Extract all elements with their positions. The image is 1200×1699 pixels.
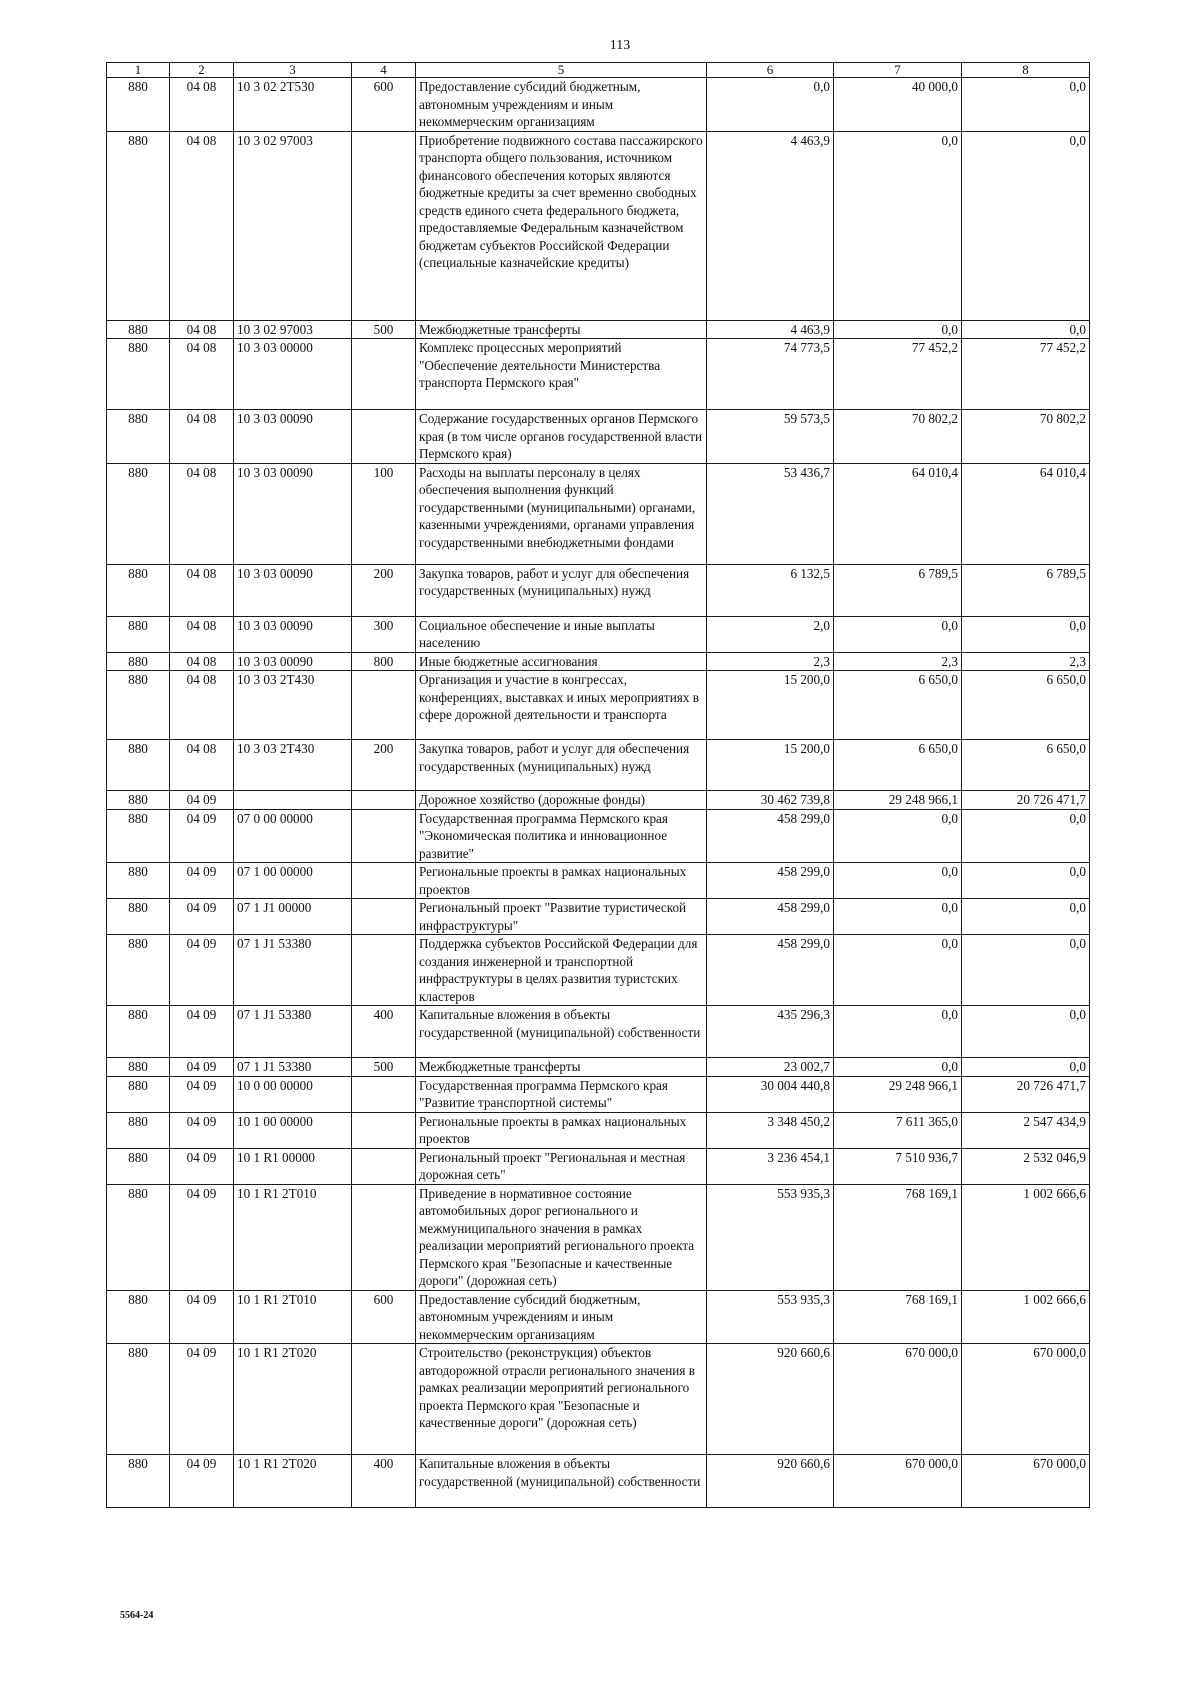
- agency-code-cell: 880: [107, 863, 170, 899]
- amount-year-1-cell: 2,0: [707, 616, 834, 652]
- amount-year-2-cell: 6 650,0: [834, 671, 962, 740]
- table-row: [107, 809, 1090, 863]
- agency-code-cell: 880: [107, 671, 170, 740]
- agency-code-cell: 880: [107, 131, 170, 320]
- amount-year-3-cell: 0,0: [962, 78, 1090, 132]
- table-row: [107, 740, 1090, 791]
- table-row: [107, 131, 1090, 320]
- table-row: [107, 652, 1090, 671]
- expense-type-cell: [352, 410, 416, 464]
- section-code-cell: 04 09: [170, 1455, 234, 1508]
- item-name-cell: Закупка товаров, работ и услуг для обеспечения государственных (муниципальных) нужд: [416, 564, 707, 616]
- amount-year-2-cell: 2,3: [834, 652, 962, 671]
- section-code-cell: 04 08: [170, 652, 234, 671]
- table-row: [107, 791, 1090, 810]
- document-code: 5564-24: [120, 1610, 154, 1621]
- amount-year-2-cell: 6 789,5: [834, 564, 962, 616]
- amount-year-1-cell: 553 935,3: [707, 1290, 834, 1344]
- amount-year-3-cell: 20 726 471,7: [962, 1076, 1090, 1112]
- table-row: [107, 564, 1090, 616]
- agency-code-cell: 880: [107, 1455, 170, 1508]
- section-code-cell: 04 09: [170, 1184, 234, 1290]
- target-article-cell: 10 1 R1 2Т010: [234, 1184, 352, 1290]
- table-row: [107, 463, 1090, 564]
- amount-year-3-cell: 0,0: [962, 863, 1090, 899]
- table-row: [107, 1184, 1090, 1290]
- agency-code-cell: 880: [107, 320, 170, 339]
- agency-code-cell: 880: [107, 809, 170, 863]
- amount-year-1-cell: 458 299,0: [707, 935, 834, 1006]
- amount-year-2-cell: 40 000,0: [834, 78, 962, 132]
- amount-year-2-cell: 29 248 966,1: [834, 1076, 962, 1112]
- expense-type-cell: [352, 1148, 416, 1184]
- amount-year-1-cell: 458 299,0: [707, 863, 834, 899]
- target-article-cell: 10 1 R1 00000: [234, 1148, 352, 1184]
- agency-code-cell: 880: [107, 78, 170, 132]
- amount-year-1-cell: 920 660,6: [707, 1455, 834, 1508]
- amount-year-2-cell: 7 510 936,7: [834, 1148, 962, 1184]
- agency-code-cell: 880: [107, 1290, 170, 1344]
- table-header-row: [107, 63, 1090, 78]
- section-code-cell: 04 09: [170, 899, 234, 935]
- agency-code-cell: 880: [107, 791, 170, 810]
- expense-type-cell: [352, 791, 416, 810]
- target-article-cell: 10 1 R1 2Т020: [234, 1455, 352, 1508]
- target-article-cell: 10 3 02 97003: [234, 320, 352, 339]
- amount-year-2-cell: 0,0: [834, 935, 962, 1006]
- agency-code-cell: 880: [107, 1112, 170, 1148]
- amount-year-1-cell: 553 935,3: [707, 1184, 834, 1290]
- amount-year-1-cell: 15 200,0: [707, 740, 834, 791]
- expense-type-cell: 200: [352, 740, 416, 791]
- item-name-cell: Региональные проекты в рамках национальных проектов: [416, 1112, 707, 1148]
- amount-year-3-cell: 0,0: [962, 1006, 1090, 1058]
- column-header: 8: [962, 63, 1090, 78]
- agency-code-cell: 880: [107, 899, 170, 935]
- section-code-cell: 04 09: [170, 809, 234, 863]
- table-row: [107, 1344, 1090, 1455]
- amount-year-1-cell: 458 299,0: [707, 899, 834, 935]
- amount-year-3-cell: 0,0: [962, 320, 1090, 339]
- amount-year-3-cell: 1 002 666,6: [962, 1184, 1090, 1290]
- item-name-cell: Капитальные вложения в объекты государственной (муниципальной) собственности: [416, 1455, 707, 1508]
- item-name-cell: Строительство (реконструкция) объектов автодорожной отрасли регионального значения в рамках реализации мероприятий регионального проекта Пермского края "Безопасные и качественные дороги" (дорожная сеть): [416, 1344, 707, 1455]
- amount-year-3-cell: 6 650,0: [962, 671, 1090, 740]
- expense-type-cell: [352, 935, 416, 1006]
- amount-year-3-cell: 0,0: [962, 616, 1090, 652]
- expense-type-cell: [352, 131, 416, 320]
- item-name-cell: Содержание государственных органов Пермского края (в том числе органов государственной власти Пермского края): [416, 410, 707, 464]
- expense-type-cell: 300: [352, 616, 416, 652]
- item-name-cell: Предоставление субсидий бюджетным, автономным учреждениям и иным некоммерческим организациям: [416, 78, 707, 132]
- section-code-cell: 04 08: [170, 339, 234, 410]
- amount-year-3-cell: 6 789,5: [962, 564, 1090, 616]
- amount-year-3-cell: 20 726 471,7: [962, 791, 1090, 810]
- table-body: [107, 78, 1090, 1508]
- amount-year-3-cell: 2 532 046,9: [962, 1148, 1090, 1184]
- agency-code-cell: 880: [107, 564, 170, 616]
- item-name-cell: Межбюджетные трансферты: [416, 1058, 707, 1077]
- expense-type-cell: 500: [352, 1058, 416, 1077]
- budget-table: [106, 62, 1090, 1508]
- section-code-cell: 04 08: [170, 463, 234, 564]
- item-name-cell: Приобретение подвижного состава пассажирского транспорта общего пользования, источником финансового обеспечения которых являются бюджетные кредиты за счет временно свободных средств единого счета федерального бюджета, предоставляемые Федеральным казначейством бюджетам субъектов Российской Федерации (специальные казначейские кредиты): [416, 131, 707, 320]
- target-article-cell: 10 3 02 97003: [234, 131, 352, 320]
- expense-type-cell: 400: [352, 1455, 416, 1508]
- agency-code-cell: 880: [107, 616, 170, 652]
- item-name-cell: Предоставление субсидий бюджетным, автономным учреждениям и иным некоммерческим организациям: [416, 1290, 707, 1344]
- table-row: [107, 410, 1090, 464]
- amount-year-3-cell: 1 002 666,6: [962, 1290, 1090, 1344]
- amount-year-3-cell: 64 010,4: [962, 463, 1090, 564]
- amount-year-2-cell: 670 000,0: [834, 1344, 962, 1455]
- table-row: [107, 899, 1090, 935]
- amount-year-1-cell: 30 004 440,8: [707, 1076, 834, 1112]
- expense-type-cell: [352, 863, 416, 899]
- amount-year-3-cell: 0,0: [962, 131, 1090, 320]
- target-article-cell: 07 1 J1 53380: [234, 1058, 352, 1077]
- amount-year-1-cell: 30 462 739,8: [707, 791, 834, 810]
- item-name-cell: Иные бюджетные ассигнования: [416, 652, 707, 671]
- amount-year-3-cell: 0,0: [962, 809, 1090, 863]
- amount-year-3-cell: 670 000,0: [962, 1344, 1090, 1455]
- amount-year-1-cell: 920 660,6: [707, 1344, 834, 1455]
- target-article-cell: 10 1 R1 2Т010: [234, 1290, 352, 1344]
- item-name-cell: Региональный проект "Развитие туристической инфраструктуры": [416, 899, 707, 935]
- expense-type-cell: [352, 1112, 416, 1148]
- target-article-cell: 10 0 00 00000: [234, 1076, 352, 1112]
- amount-year-1-cell: 3 348 450,2: [707, 1112, 834, 1148]
- amount-year-3-cell: 77 452,2: [962, 339, 1090, 410]
- section-code-cell: 04 08: [170, 320, 234, 339]
- amount-year-2-cell: 70 802,2: [834, 410, 962, 464]
- table-row: [107, 1455, 1090, 1508]
- target-article-cell: 10 3 02 2Т530: [234, 78, 352, 132]
- amount-year-2-cell: 6 650,0: [834, 740, 962, 791]
- expense-type-cell: [352, 1076, 416, 1112]
- amount-year-2-cell: 768 169,1: [834, 1184, 962, 1290]
- amount-year-1-cell: 3 236 454,1: [707, 1148, 834, 1184]
- amount-year-2-cell: 0,0: [834, 899, 962, 935]
- amount-year-2-cell: 29 248 966,1: [834, 791, 962, 810]
- amount-year-3-cell: 670 000,0: [962, 1455, 1090, 1508]
- section-code-cell: 04 09: [170, 1006, 234, 1058]
- section-code-cell: 04 09: [170, 1076, 234, 1112]
- section-code-cell: 04 09: [170, 1290, 234, 1344]
- agency-code-cell: 880: [107, 652, 170, 671]
- expense-type-cell: 600: [352, 78, 416, 132]
- item-name-cell: Закупка товаров, работ и услуг для обеспечения государственных (муниципальных) нужд: [416, 740, 707, 791]
- item-name-cell: Межбюджетные трансферты: [416, 320, 707, 339]
- table-row: [107, 1148, 1090, 1184]
- item-name-cell: Организация и участие в конгрессах, конференциях, выставках и иных мероприятиях в сфере дорожной деятельности и транспорта: [416, 671, 707, 740]
- target-article-cell: 10 3 03 00090: [234, 616, 352, 652]
- item-name-cell: Региональный проект "Региональная и местная дорожная сеть": [416, 1148, 707, 1184]
- amount-year-1-cell: 74 773,5: [707, 339, 834, 410]
- agency-code-cell: 880: [107, 1184, 170, 1290]
- section-code-cell: 04 08: [170, 740, 234, 791]
- agency-code-cell: 880: [107, 410, 170, 464]
- section-code-cell: 04 09: [170, 935, 234, 1006]
- target-article-cell: 07 0 00 00000: [234, 809, 352, 863]
- target-article-cell: 10 3 03 00090: [234, 463, 352, 564]
- table-row: [107, 1006, 1090, 1058]
- amount-year-1-cell: 4 463,9: [707, 320, 834, 339]
- amount-year-2-cell: 0,0: [834, 1058, 962, 1077]
- table-row: [107, 1076, 1090, 1112]
- target-article-cell: 10 3 03 00090: [234, 410, 352, 464]
- section-code-cell: 04 09: [170, 1112, 234, 1148]
- expense-type-cell: [352, 809, 416, 863]
- amount-year-3-cell: 2 547 434,9: [962, 1112, 1090, 1148]
- agency-code-cell: 880: [107, 1148, 170, 1184]
- amount-year-2-cell: 77 452,2: [834, 339, 962, 410]
- item-name-cell: Государственная программа Пермского края "Развитие транспортной системы": [416, 1076, 707, 1112]
- table-row: [107, 1058, 1090, 1077]
- expense-type-cell: 500: [352, 320, 416, 339]
- item-name-cell: Приведение в нормативное состояние автомобильных дорог регионального и межмуниципального значения в рамках реализации мероприятий регионального проекта Пермского края "Безопасные и качественные дороги" (дорожная сеть): [416, 1184, 707, 1290]
- section-code-cell: 04 08: [170, 131, 234, 320]
- item-name-cell: Комплекс процессных мероприятий "Обеспечение деятельности Министерства транспорта Пермского края": [416, 339, 707, 410]
- item-name-cell: Региональные проекты в рамках национальных проектов: [416, 863, 707, 899]
- section-code-cell: 04 09: [170, 1344, 234, 1455]
- agency-code-cell: 880: [107, 1006, 170, 1058]
- amount-year-3-cell: 6 650,0: [962, 740, 1090, 791]
- item-name-cell: Поддержка субъектов Российской Федерации для создания инженерной и транспортной инфраструктуры в целях развития туристских кластеров: [416, 935, 707, 1006]
- table-row: [107, 1112, 1090, 1148]
- amount-year-1-cell: 2,3: [707, 652, 834, 671]
- amount-year-1-cell: 53 436,7: [707, 463, 834, 564]
- table-row: [107, 320, 1090, 339]
- amount-year-2-cell: 0,0: [834, 616, 962, 652]
- section-code-cell: 04 08: [170, 78, 234, 132]
- amount-year-2-cell: 64 010,4: [834, 463, 962, 564]
- section-code-cell: 04 09: [170, 1148, 234, 1184]
- item-name-cell: Социальное обеспечение и иные выплаты населению: [416, 616, 707, 652]
- expense-type-cell: [352, 899, 416, 935]
- expense-type-cell: [352, 671, 416, 740]
- table-row: [107, 863, 1090, 899]
- table-row: [107, 1290, 1090, 1344]
- expense-type-cell: [352, 1344, 416, 1455]
- item-name-cell: Государственная программа Пермского края "Экономическая политика и инновационное развитие": [416, 809, 707, 863]
- amount-year-1-cell: 6 132,5: [707, 564, 834, 616]
- amount-year-1-cell: 435 296,3: [707, 1006, 834, 1058]
- amount-year-2-cell: 0,0: [834, 1006, 962, 1058]
- agency-code-cell: 880: [107, 935, 170, 1006]
- agency-code-cell: 880: [107, 339, 170, 410]
- column-header: 4: [352, 63, 416, 78]
- column-header: 3: [234, 63, 352, 78]
- amount-year-1-cell: 0,0: [707, 78, 834, 132]
- section-code-cell: 04 09: [170, 1058, 234, 1077]
- amount-year-1-cell: 458 299,0: [707, 809, 834, 863]
- target-article-cell: 07 1 J1 53380: [234, 1006, 352, 1058]
- section-code-cell: 04 09: [170, 791, 234, 810]
- agency-code-cell: 880: [107, 463, 170, 564]
- section-code-cell: 04 08: [170, 671, 234, 740]
- amount-year-2-cell: 0,0: [834, 863, 962, 899]
- amount-year-2-cell: 0,0: [834, 320, 962, 339]
- expense-type-cell: 100: [352, 463, 416, 564]
- amount-year-2-cell: 0,0: [834, 809, 962, 863]
- amount-year-2-cell: 670 000,0: [834, 1455, 962, 1508]
- agency-code-cell: 880: [107, 1076, 170, 1112]
- target-article-cell: 10 3 03 00090: [234, 652, 352, 671]
- column-header: 2: [170, 63, 234, 78]
- section-code-cell: 04 08: [170, 564, 234, 616]
- amount-year-3-cell: 0,0: [962, 935, 1090, 1006]
- expense-type-cell: 600: [352, 1290, 416, 1344]
- amount-year-3-cell: 0,0: [962, 899, 1090, 935]
- agency-code-cell: 880: [107, 1344, 170, 1455]
- item-name-cell: Капитальные вложения в объекты государственной (муниципальной) собственности: [416, 1006, 707, 1058]
- amount-year-1-cell: 23 002,7: [707, 1058, 834, 1077]
- expense-type-cell: 200: [352, 564, 416, 616]
- item-name-cell: Дорожное хозяйство (дорожные фонды): [416, 791, 707, 810]
- item-name-cell: Расходы на выплаты персоналу в целях обеспечения выполнения функций государственными (муниципальными) органами, казенными учреждениями, органами управления государственными внебюджетными фондами: [416, 463, 707, 564]
- target-article-cell: 10 3 03 00000: [234, 339, 352, 410]
- table-row: [107, 616, 1090, 652]
- table-row: [107, 339, 1090, 410]
- target-article-cell: 10 3 03 00090: [234, 564, 352, 616]
- section-code-cell: 04 09: [170, 863, 234, 899]
- amount-year-2-cell: 0,0: [834, 131, 962, 320]
- section-code-cell: 04 08: [170, 616, 234, 652]
- agency-code-cell: 880: [107, 740, 170, 791]
- amount-year-3-cell: 70 802,2: [962, 410, 1090, 464]
- target-article-cell: [234, 791, 352, 810]
- table-row: [107, 78, 1090, 132]
- expense-type-cell: 400: [352, 1006, 416, 1058]
- target-article-cell: 07 1 00 00000: [234, 863, 352, 899]
- section-code-cell: 04 08: [170, 410, 234, 464]
- expense-type-cell: 800: [352, 652, 416, 671]
- amount-year-1-cell: 59 573,5: [707, 410, 834, 464]
- expense-type-cell: [352, 339, 416, 410]
- agency-code-cell: 880: [107, 1058, 170, 1077]
- expense-type-cell: [352, 1184, 416, 1290]
- amount-year-1-cell: 4 463,9: [707, 131, 834, 320]
- target-article-cell: 10 3 03 2Т430: [234, 740, 352, 791]
- amount-year-3-cell: 0,0: [962, 1058, 1090, 1077]
- amount-year-2-cell: 7 611 365,0: [834, 1112, 962, 1148]
- amount-year-1-cell: 15 200,0: [707, 671, 834, 740]
- target-article-cell: 07 1 J1 53380: [234, 935, 352, 1006]
- column-header: 7: [834, 63, 962, 78]
- amount-year-3-cell: 2,3: [962, 652, 1090, 671]
- column-header: 5: [416, 63, 707, 78]
- table-row: [107, 671, 1090, 740]
- target-article-cell: 10 1 00 00000: [234, 1112, 352, 1148]
- table-row: [107, 935, 1090, 1006]
- target-article-cell: 07 1 J1 00000: [234, 899, 352, 935]
- column-header: 1: [107, 63, 170, 78]
- page-number: 113: [609, 38, 631, 53]
- target-article-cell: 10 1 R1 2Т020: [234, 1344, 352, 1455]
- target-article-cell: 10 3 03 2Т430: [234, 671, 352, 740]
- amount-year-2-cell: 768 169,1: [834, 1290, 962, 1344]
- column-header: 6: [707, 63, 834, 78]
